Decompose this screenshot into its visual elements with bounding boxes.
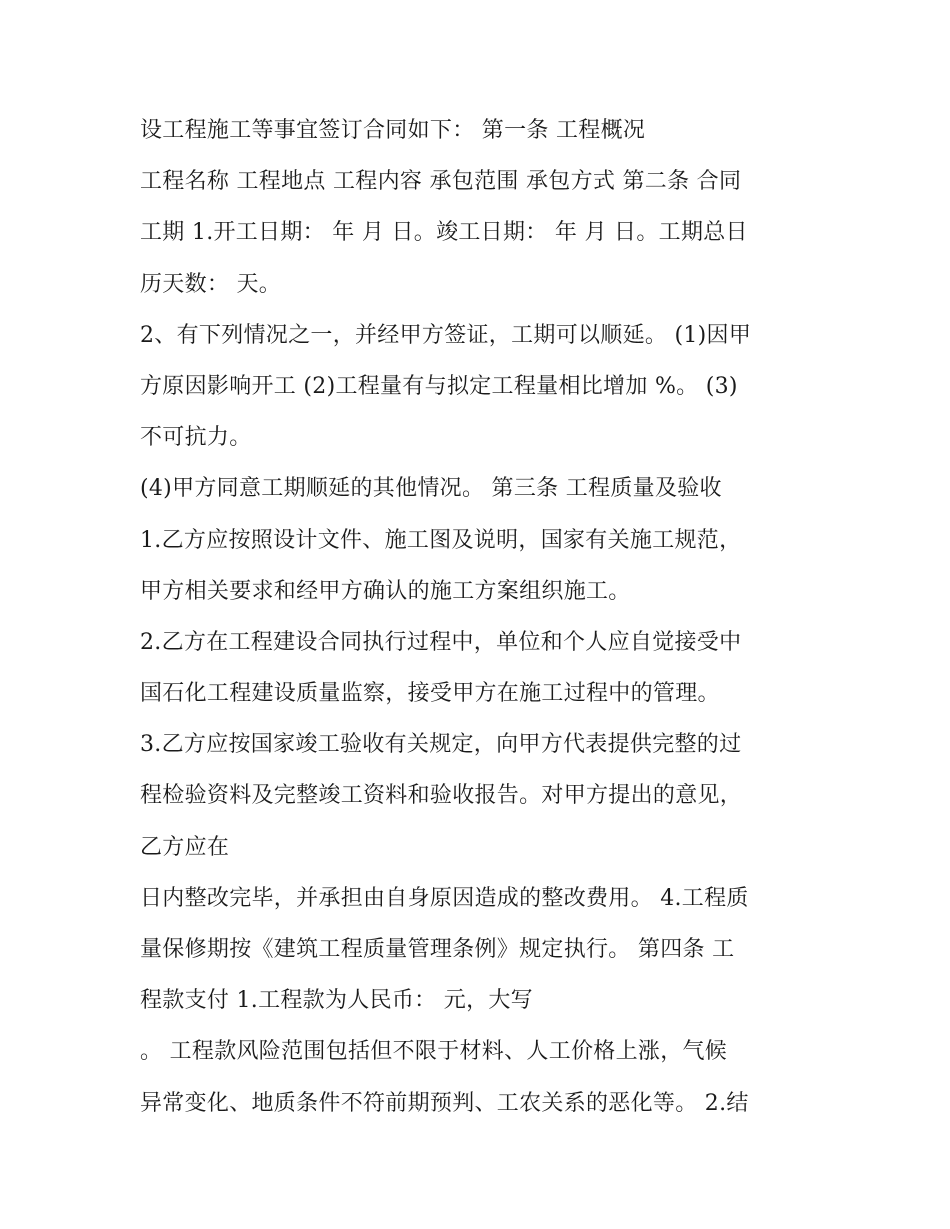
text-line: 2、有下列情况之一，并经甲方签证，工期可以顺延。 (1)因甲 [140, 322, 752, 348]
text-line: 3.乙方应按国家竣工验收有关规定，向甲方代表提供完整的过 [140, 732, 742, 758]
contract-text [140, 105, 820, 1129]
text-line: 程检验资料及完整竣工资料和验收报告。对甲方提出的意见， [140, 783, 743, 809]
text-line: (4)甲方同意工期顺延的其他情况。 第三条 工程质量及验收 [140, 476, 722, 502]
text-line: 异常变化、地质条件不符前期预判、工农关系的恶化等。 2.结 [140, 1090, 749, 1116]
text-line: 乙方应在 [140, 834, 230, 860]
text-line: 1.乙方应按照设计文件、施工图及说明，国家有关施工规范， [140, 527, 742, 553]
text-line: 国石化工程建设质量监察，接受甲方在施工过程中的管理。 [140, 681, 720, 707]
text-line: 方原因影响开工 (2)工程量有与拟定工程量相比增加 %。 (3) [140, 373, 738, 399]
text-line: 不可抗力。 [140, 425, 252, 451]
text-line: 历天数： 天。 [140, 271, 282, 297]
text-line: 2.乙方在工程建设合同执行过程中，单位和个人应自觉接受中 [140, 629, 742, 655]
text-line: 程款支付 1.工程款为人民币： 元，大写 [140, 988, 533, 1014]
text-line: 。 工程款风险范围包括但不限于材料、人工价格上涨，气候 [140, 1039, 728, 1065]
text-line: 甲方相关要求和经甲方确认的施工方案组织施工。 [140, 578, 631, 604]
text-line: 工程名称 工程地点 工程内容 承包范围 承包方式 第二条 合同 [140, 169, 742, 195]
text-line: 工期 1.开工日期： 年 月 日。竣工日期： 年 月 日。工期总日 [140, 220, 748, 246]
text-line: 日内整改完毕，并承担由自身原因造成的整改费用。 4.工程质 [140, 885, 749, 911]
text-line: 量保修期按《建筑工程质量管理条例》规定执行。 第四条 工 [140, 937, 735, 962]
text-line: 设工程施工等事宜签订合同如下： 第一条 工程概况 [140, 118, 646, 143]
